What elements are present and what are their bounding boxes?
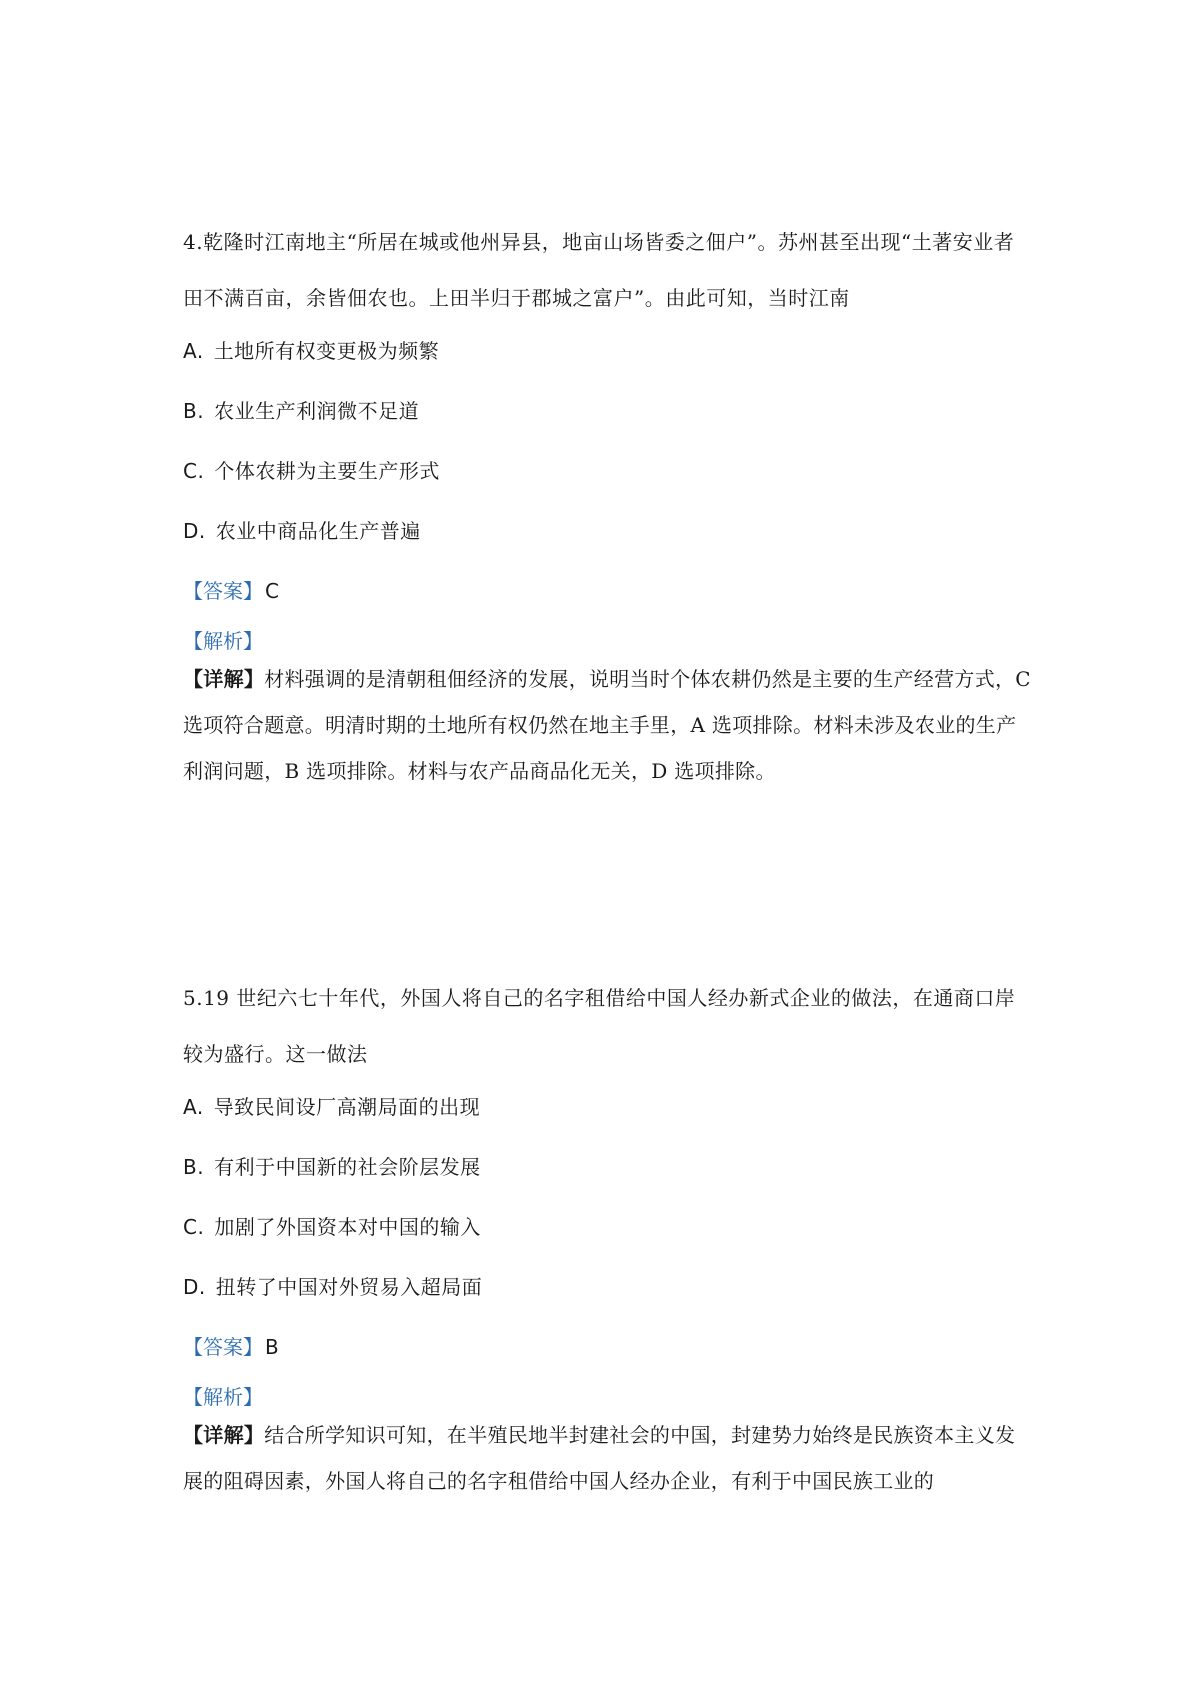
option-d [183, 516, 1033, 546]
option-text: 导致民间设厂高潮局面的出现 [213, 1095, 481, 1119]
option-a [183, 336, 1033, 366]
option-text: 土地所有权变更极为频繁 [213, 339, 440, 363]
question-stem: 4.乾隆时江南地主“所居在城或他州异县，地亩山场皆委之佃户”。苏州甚至出现“土著安业者田不满百亩，余皆佃农也。上田半归于郡城之富户”。由此可知，当时江南 [183, 230, 1015, 310]
question-5 [183, 970, 1033, 1504]
option-d [183, 1272, 1033, 1302]
option-letter: D. [183, 1275, 206, 1299]
answer-line [183, 1332, 1033, 1362]
detail-text: 结合所学知识可知，在半殖民地半封建社会的中国，封建势力始终是民族资本主义发展的阻碍因素，外国人将自己的名字租借给中国人经办企业，有利于中国民族工业的 [183, 1423, 1016, 1493]
option-text: 农业中商品化生产普遍 [215, 519, 421, 543]
answer-line [183, 576, 1033, 606]
detail-text: 材料强调的是清朝租佃经济的发展，说明当时个体农耕仍然是主要的生产经营方式，C 选项符合题意。明清时期的土地所有权仍然在地主手里，A 选项排除。材料未涉及农业的生产利润问题，B 选项排除。材料与农产品商品化无关，D 选项排除。 [183, 667, 1031, 783]
answer-label: 【答案】 [183, 579, 263, 603]
option-text: 加剧了外国资本对中国的输入 [214, 1215, 481, 1239]
detail-label: 【详解】 [183, 667, 265, 691]
option-c [183, 1212, 1033, 1242]
option-letter: C. [183, 459, 205, 483]
option-b [183, 1152, 1033, 1182]
option-letter: A. [183, 339, 204, 363]
answer-label: 【答案】 [183, 1335, 263, 1359]
option-letter: B. [183, 399, 205, 423]
detail-label: 【详解】 [183, 1423, 265, 1447]
option-c [183, 456, 1033, 486]
option-text: 个体农耕为主要生产形式 [214, 459, 440, 483]
detail-paragraph [183, 656, 1033, 794]
option-b [183, 396, 1033, 426]
question-4 [183, 214, 1033, 794]
option-text: 有利于中国新的社会阶层发展 [214, 1155, 481, 1179]
analysis-label: 【解析】 [183, 1385, 263, 1409]
question-stem: 5.19 世纪六七十年代，外国人将自己的名字租借给中国人经办新式企业的做法，在通商口岸较为盛行。这一做法 [183, 986, 1016, 1066]
option-text: 农业生产利润微不足道 [214, 399, 420, 423]
answer-value: B [265, 1335, 279, 1359]
option-a [183, 1092, 1033, 1122]
analysis-label: 【解析】 [183, 629, 263, 653]
option-letter: A. [183, 1095, 204, 1119]
option-letter: C. [183, 1215, 205, 1239]
detail-paragraph [183, 1412, 1033, 1504]
option-text: 扭转了中国对外贸易入超局面 [215, 1275, 483, 1299]
option-letter: B. [183, 1155, 205, 1179]
answer-value: C [265, 579, 279, 603]
option-letter: D. [183, 519, 206, 543]
